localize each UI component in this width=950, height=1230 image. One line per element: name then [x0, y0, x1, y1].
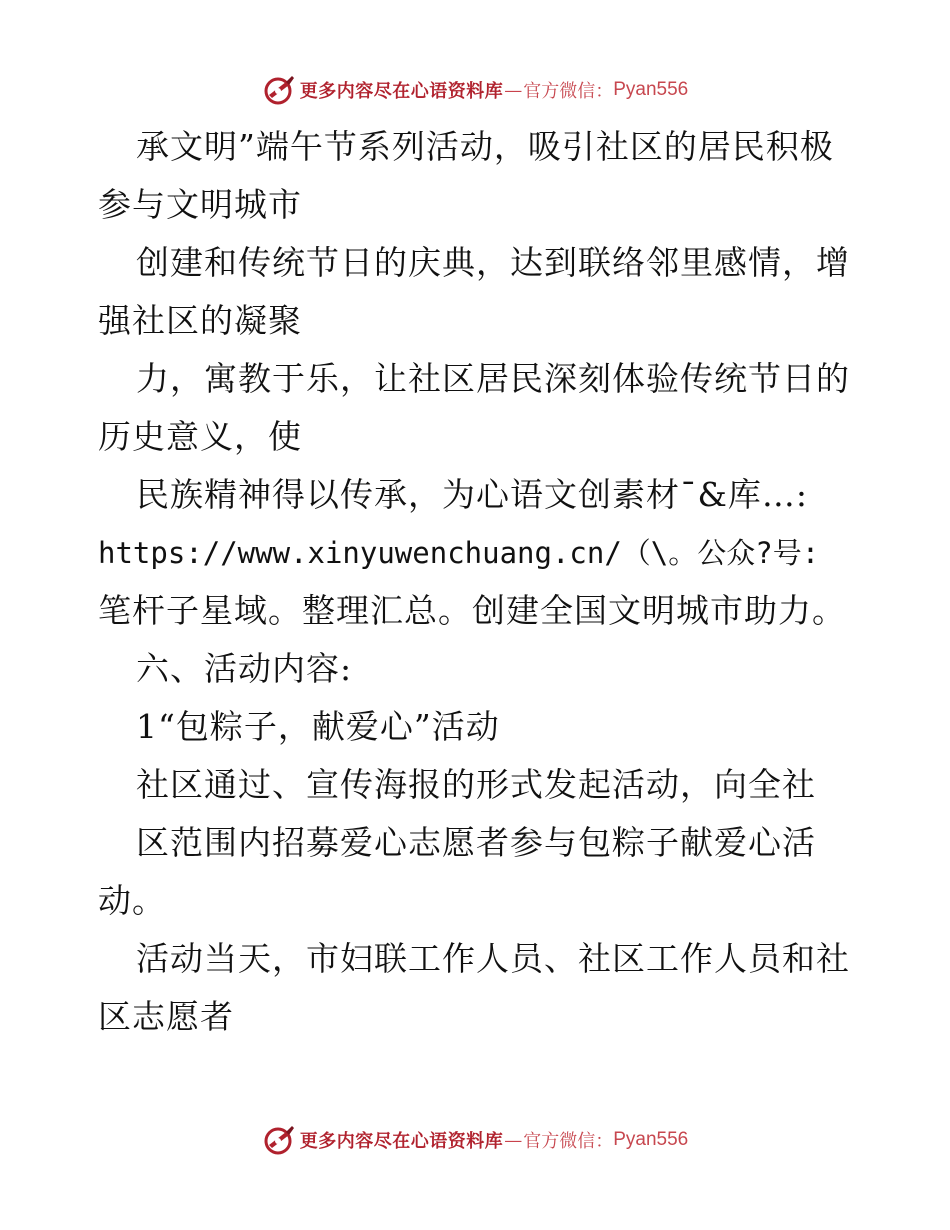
- body-line: 强社区的凝聚: [98, 301, 302, 340]
- footer-brand: 更多内容尽在心语资料库: [299, 1131, 504, 1152]
- pen-logo-icon: [262, 1123, 296, 1157]
- body-line: 历史意义，使: [98, 417, 302, 456]
- header-banner: [0, 70, 950, 110]
- footer-dash: —: [504, 1129, 523, 1151]
- header-dash: —: [504, 79, 523, 101]
- body-line: 区志愿者: [98, 997, 234, 1036]
- body-line: 参与文明城市: [98, 185, 302, 224]
- body-line: 社区通过、宣传海报的形式发起活动，向全社: [136, 765, 816, 804]
- url-line: https://www.xinyuwenchuang.cn/（\。公众?号:: [98, 536, 820, 570]
- footer-wechat-id: Pyan556: [613, 1129, 689, 1150]
- subsection-heading: 1“包粽子，献爱心”活动: [136, 707, 500, 746]
- section-heading: 六、活动内容:: [136, 649, 353, 688]
- document-body: [98, 118, 898, 1046]
- header-brand: 更多内容尽在心语资料库: [299, 81, 504, 102]
- header-wechat-label: 官方微信：: [523, 81, 614, 102]
- body-line: 动。: [98, 881, 166, 920]
- body-line: 承文明”端午节系列活动，吸引社区的居民积极: [136, 127, 834, 166]
- body-line: 活动当天，市妇联工作人员、社区工作人员和社: [136, 939, 850, 978]
- body-line: 笔杆子星域。整理汇总。创建全国文明城市助力。: [98, 591, 846, 630]
- footer-wechat-label: 官方微信：: [523, 1131, 614, 1152]
- body-line: 力，寓教于乐，让社区居民深刻体验传统节日的: [136, 359, 850, 398]
- body-line: 区范围内招募爱心志愿者参与包粽子献爱心活: [136, 823, 816, 862]
- body-line: 民族精神得以传承，为心语文创素材¯&库…:: [136, 475, 808, 514]
- body-line: 创建和传统节日的庆典，达到联络邻里感情，增: [136, 243, 850, 282]
- footer-banner: [0, 1120, 950, 1160]
- pen-logo-icon: [262, 73, 296, 107]
- header-wechat-id: Pyan556: [613, 79, 689, 100]
